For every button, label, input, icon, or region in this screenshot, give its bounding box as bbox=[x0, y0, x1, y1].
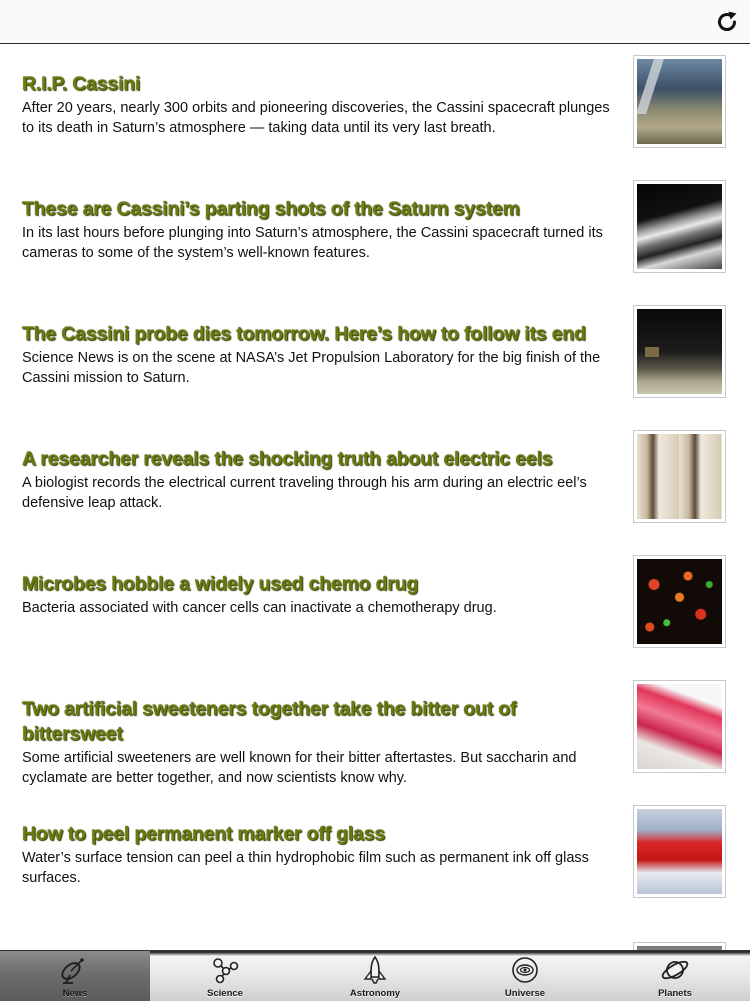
electric-eel-image bbox=[637, 434, 722, 519]
top-toolbar bbox=[0, 0, 750, 44]
article-thumbnail[interactable] bbox=[633, 430, 726, 523]
article-thumbnail[interactable] bbox=[633, 305, 726, 398]
tab-label: News bbox=[62, 988, 88, 999]
next-article-thumbnail[interactable] bbox=[633, 942, 726, 950]
article-summary: Some artificial sweeteners are well known for their bitter aftertastes. But saccharin and cyclamate are better together, and now scientists know why. bbox=[22, 750, 577, 786]
article-title[interactable]: How to peel permanent marker off glass bbox=[22, 823, 385, 845]
saturn-rings-image bbox=[637, 184, 722, 269]
article-summary: In its last hours before plunging into Saturn’s atmosphere, the Cassini spacecraft turned its cameras to some of the system’s well-known features. bbox=[22, 225, 603, 261]
article-thumbnail[interactable] bbox=[633, 805, 726, 898]
article-item[interactable] bbox=[0, 169, 750, 294]
article-title[interactable]: A researcher reveals the shocking truth about electric eels bbox=[22, 448, 553, 470]
news-feed bbox=[0, 44, 750, 950]
article-title[interactable]: The Cassini probe dies tomorrow. Here’s how to follow its end bbox=[22, 323, 586, 345]
article-summary: Water’s surface tension can peel a thin hydrophobic film such as permanent ink off glass surfaces. bbox=[22, 850, 589, 886]
cassini-saturn-image bbox=[637, 59, 722, 144]
article-summary: After 20 years, nearly 300 orbits and pioneering discoveries, the Cassini spacecraft plunges to its death in Saturn’s atmosphere — taking data until its very last breath. bbox=[22, 100, 610, 136]
article-thumbnail[interactable] bbox=[633, 680, 726, 773]
microbes-image bbox=[637, 559, 722, 644]
tab-label: Universe bbox=[504, 988, 546, 999]
tab-planets[interactable] bbox=[600, 951, 750, 1001]
article-summary: Bacteria associated with cancer cells can inactivate a chemotherapy drug. bbox=[22, 600, 497, 616]
article-thumbnail[interactable] bbox=[633, 180, 726, 273]
tab-label: Science bbox=[207, 988, 243, 999]
cassini-probe-image bbox=[637, 309, 722, 394]
article-item[interactable] bbox=[0, 419, 750, 544]
tab-science[interactable] bbox=[150, 951, 300, 1001]
galaxy-icon bbox=[509, 955, 541, 985]
satellite-dish-icon bbox=[59, 955, 91, 985]
tab-label: Astronomy bbox=[349, 988, 401, 999]
article-summary: Science News is on the scene at NASA’s Jet Propulsion Laboratory for the big finish of the Cassini mission to Saturn. bbox=[22, 350, 601, 386]
tab-universe[interactable] bbox=[450, 951, 600, 1001]
article-item[interactable] bbox=[0, 794, 750, 919]
article-summary: A biologist records the electrical current traveling through his arm during an electric eel’s defensive leap attack. bbox=[22, 475, 587, 511]
tab-label: Planets bbox=[658, 988, 692, 999]
article-title[interactable]: Microbes hobble a widely used chemo drug bbox=[22, 573, 419, 595]
article-item[interactable] bbox=[0, 669, 750, 794]
tab-news[interactable] bbox=[0, 951, 150, 1001]
molecule-icon bbox=[209, 955, 241, 985]
sweetener-packets-image bbox=[637, 684, 722, 769]
article-item[interactable] bbox=[0, 544, 750, 669]
article-thumbnail[interactable] bbox=[633, 555, 726, 648]
marker-glass-image bbox=[637, 809, 722, 894]
saturn-icon bbox=[659, 955, 691, 985]
bottom-tab-bar bbox=[0, 950, 750, 1001]
article-thumbnail[interactable] bbox=[633, 55, 726, 148]
article-title[interactable]: R.I.P. Cassini bbox=[22, 73, 141, 95]
article-title[interactable]: These are Cassini’s parting shots of the Saturn system bbox=[22, 198, 520, 220]
space-shuttle-icon bbox=[359, 955, 391, 985]
article-title[interactable]: Two artificial sweeteners together take the bitter out of bittersweet bbox=[22, 698, 517, 745]
refresh-icon[interactable] bbox=[714, 9, 740, 35]
article-item[interactable] bbox=[0, 294, 750, 419]
tab-astronomy[interactable] bbox=[300, 951, 450, 1001]
article-item[interactable] bbox=[0, 44, 750, 169]
